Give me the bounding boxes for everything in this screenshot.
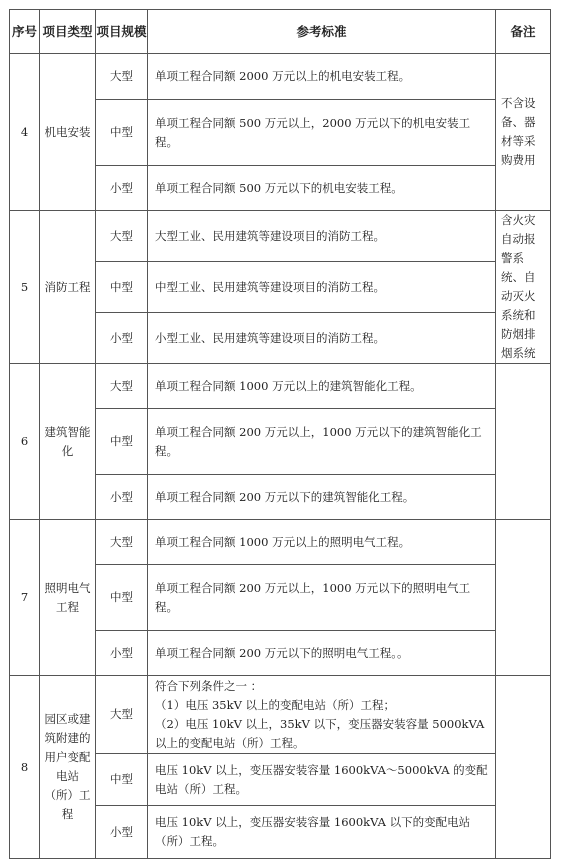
header-type: 项目类型 bbox=[40, 10, 96, 54]
header-standard: 参考标准 bbox=[148, 10, 496, 54]
standard-line: 中型工业、民用建筑等建设项目的消防工程。 bbox=[155, 279, 385, 294]
standard-text bbox=[148, 54, 496, 100]
row-number: 8 bbox=[10, 676, 40, 859]
project-type: 建筑智能化 bbox=[40, 364, 96, 520]
table-row bbox=[10, 211, 551, 262]
standard-text bbox=[148, 754, 496, 806]
standard-line: 单项工程合同额 200 万元以下的照明电气工程。。 bbox=[155, 645, 409, 660]
project-scale: 中型 bbox=[96, 754, 148, 806]
standard-text bbox=[148, 676, 496, 754]
project-scale: 中型 bbox=[96, 409, 148, 475]
standard-text bbox=[148, 631, 496, 676]
table-row bbox=[10, 54, 551, 100]
standard-line: 单项工程合同额 200 万元以上，1000 万元以下的建筑智能化工程。 bbox=[155, 424, 482, 458]
row-number: 5 bbox=[10, 211, 40, 364]
project-type: 照明电气工程 bbox=[40, 520, 96, 676]
project-scale: 大型 bbox=[96, 54, 148, 100]
standard-line: 单项工程合同额 200 万元以上，1000 万元以下的照明电气工程。 bbox=[155, 580, 471, 614]
project-scale: 大型 bbox=[96, 211, 148, 262]
header-row bbox=[10, 10, 551, 54]
project-type: 消防工程 bbox=[40, 211, 96, 364]
standards-table bbox=[9, 9, 551, 859]
standard-line: 单项工程合同额 1000 万元以上的建筑智能化工程。 bbox=[155, 378, 422, 393]
project-scale: 小型 bbox=[96, 475, 148, 520]
standard-line: 单项工程合同额 1000 万元以上的照明电气工程。 bbox=[155, 534, 411, 549]
header-scale: 项目规模 bbox=[96, 10, 148, 54]
standard-line: 电压 10kV 以上，变压器安装容量 1600kVA～5000kVA 的变配电站（所）工程。 bbox=[155, 762, 488, 796]
project-scale: 小型 bbox=[96, 806, 148, 859]
table-row bbox=[10, 364, 551, 409]
project-scale: 小型 bbox=[96, 313, 148, 364]
standard-text bbox=[148, 520, 496, 565]
row-number: 7 bbox=[10, 520, 40, 676]
row-number: 6 bbox=[10, 364, 40, 520]
standard-line: 大型工业、民用建筑等建设项目的消防工程。 bbox=[155, 228, 385, 243]
project-type: 园区或建筑附建的用户变配电站（所）工程 bbox=[40, 676, 96, 859]
standard-text bbox=[148, 364, 496, 409]
standard-text bbox=[148, 211, 496, 262]
header-note: 备注 bbox=[496, 10, 551, 54]
standard-line: 符合下列条件之一 ： bbox=[155, 678, 263, 693]
standard-line: （2）电压 10kV 以上，35kV 以下，变压器安装容量 5000kVA 以上的变配电站（所）工程。 bbox=[155, 716, 485, 750]
row-number: 4 bbox=[10, 54, 40, 211]
standard-text bbox=[148, 409, 496, 475]
note: 不含设备、器材等采购费用 bbox=[496, 54, 551, 211]
standard-text bbox=[148, 313, 496, 364]
project-scale: 中型 bbox=[96, 262, 148, 313]
standard-text bbox=[148, 475, 496, 520]
standard-line: 电压 10kV 以上，变压器安装容量 1600kVA 以下的变配电站（所）工程。 bbox=[155, 815, 471, 848]
project-scale: 大型 bbox=[96, 676, 148, 754]
project-scale: 中型 bbox=[96, 100, 148, 166]
project-scale: 大型 bbox=[96, 520, 148, 565]
table-row bbox=[10, 676, 551, 754]
project-scale: 大型 bbox=[96, 364, 148, 409]
standard-line: 单项工程合同额 500 万元以上，2000 万元以下的机电安装工程。 bbox=[155, 115, 471, 149]
project-scale: 小型 bbox=[96, 631, 148, 676]
table-body bbox=[10, 54, 551, 859]
note: 含火灾自动报警系统、自动灭火系统和防烟排烟系统 bbox=[496, 211, 551, 364]
note bbox=[496, 364, 551, 520]
standard-line: 单项工程合同额 500 万元以下的机电安装工程。 bbox=[155, 180, 403, 195]
note bbox=[496, 520, 551, 676]
standard-line: （1）电压 35kV 以上的变配电站（所）工程； bbox=[155, 697, 396, 712]
standard-text bbox=[148, 100, 496, 166]
standard-line: 小型工业、民用建筑等建设项目的消防工程。 bbox=[155, 330, 385, 345]
standard-text bbox=[148, 166, 496, 211]
standard-text bbox=[148, 806, 496, 859]
note bbox=[496, 676, 551, 859]
standard-line: 单项工程合同额 2000 万元以上的机电安装工程。 bbox=[155, 69, 411, 83]
project-scale: 小型 bbox=[96, 166, 148, 211]
project-scale: 中型 bbox=[96, 565, 148, 631]
header-no: 序号 bbox=[10, 10, 40, 54]
standard-text bbox=[148, 565, 496, 631]
project-type: 机电安装 bbox=[40, 54, 96, 211]
standard-line: 单项工程合同额 200 万元以下的建筑智能化工程。 bbox=[155, 489, 415, 504]
standard-text bbox=[148, 262, 496, 313]
table-row bbox=[10, 520, 551, 565]
